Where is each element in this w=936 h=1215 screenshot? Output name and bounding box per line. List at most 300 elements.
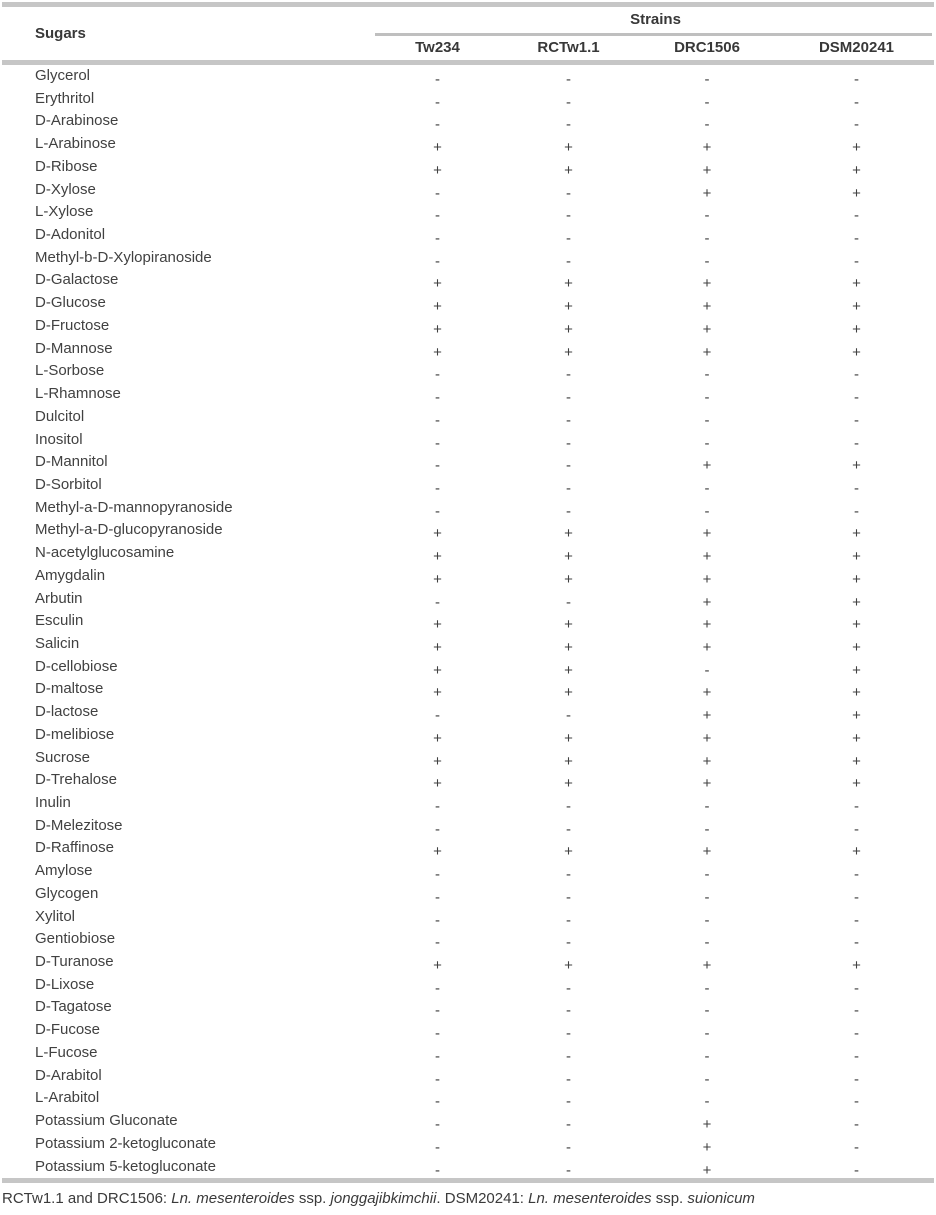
result-cell: + (433, 729, 442, 747)
result-cell: - (566, 934, 571, 952)
result-cell: - (704, 434, 710, 452)
result-cell: - (854, 1161, 859, 1179)
table-row (0, 247, 936, 270)
table-row (0, 1110, 936, 1133)
result-cell: - (566, 207, 571, 225)
sugar-name-cell: D-Arabitol (35, 1066, 102, 1084)
result-cell: + (564, 661, 573, 679)
result-cell: + (852, 275, 861, 293)
table-row (0, 1156, 936, 1179)
result-cell: - (566, 434, 571, 452)
sugar-name-cell: Erythritol (35, 89, 95, 107)
result-cell: - (566, 866, 571, 884)
table-row (0, 747, 936, 770)
result-cell: + (852, 752, 861, 770)
result-cell: - (566, 1070, 571, 1088)
result-cell: - (566, 707, 571, 725)
result-cell: - (566, 911, 571, 929)
result-cell: - (435, 366, 440, 384)
result-cell: - (854, 1025, 859, 1043)
result-cell: + (702, 729, 712, 747)
result-cell: + (702, 548, 712, 566)
result-cell: + (852, 684, 861, 702)
table-row (0, 338, 936, 361)
result-cell: - (704, 661, 710, 679)
result-cell: + (564, 775, 573, 793)
result-cell: - (854, 934, 859, 952)
result-cell: - (854, 1070, 859, 1088)
result-cell: - (854, 502, 859, 520)
result-cell: - (566, 252, 571, 270)
sugar-name-cell: Glycerol (35, 67, 91, 84)
result-cell: + (564, 320, 573, 338)
result-cell: + (852, 616, 861, 634)
sugar-name-cell: L-Xylose (35, 203, 94, 221)
table-row (0, 633, 936, 656)
result-cell: - (435, 1138, 440, 1156)
result-cell: - (435, 1025, 440, 1043)
result-cell: - (435, 71, 440, 88)
sugar-name-cell: D-Arabinose (35, 112, 119, 130)
result-cell: - (854, 979, 859, 997)
result-cell: - (435, 1047, 440, 1065)
table-row (0, 269, 936, 292)
sugar-name-cell: Methyl-b-D-Xylopiranoside (35, 248, 212, 266)
result-cell: + (564, 161, 573, 179)
result-cell: - (435, 1002, 440, 1020)
sugar-name-cell: D-Raffinose (35, 839, 114, 857)
result-cell: - (854, 820, 859, 838)
result-cell: - (435, 820, 440, 838)
sugar-name-cell: L-Rhamnose (35, 385, 121, 403)
result-cell: - (704, 1025, 710, 1043)
result-cell: + (433, 548, 442, 566)
result-cell: + (433, 638, 442, 656)
strain-column-headers (375, 36, 936, 60)
result-cell: - (566, 593, 571, 611)
result-cell: + (702, 1138, 712, 1156)
result-cell: - (435, 934, 440, 952)
table-row (0, 769, 936, 792)
footnote-species-name: Ln. mesenteroides (528, 1190, 652, 1208)
result-cell: + (852, 957, 861, 975)
result-cell: - (566, 184, 571, 202)
table-row (0, 837, 936, 860)
result-cell: - (704, 1070, 710, 1088)
sugar-name-cell: D-Galactose (35, 271, 119, 289)
result-cell: + (702, 343, 712, 361)
result-cell: + (852, 184, 861, 202)
result-cell: + (564, 548, 573, 566)
result-cell: - (566, 230, 571, 248)
result-cell: - (704, 71, 710, 88)
sugar-name-cell: D-Fucose (35, 1021, 101, 1039)
sugar-name-cell: D-Turanose (35, 953, 114, 971)
result-cell: - (435, 230, 440, 248)
result-cell: - (704, 366, 710, 384)
result-cell: + (702, 1116, 712, 1134)
result-cell: + (564, 638, 573, 656)
table-row (0, 519, 936, 542)
result-cell: + (702, 843, 712, 861)
table-row (0, 951, 936, 974)
result-cell: + (852, 161, 861, 179)
result-cell: + (702, 298, 712, 316)
sugar-name-cell: Gentiobiose (35, 930, 116, 948)
result-cell: - (566, 1093, 571, 1111)
sugar-name-cell: L-Sorbose (35, 362, 105, 380)
result-cell: + (702, 275, 712, 293)
result-cell: - (435, 411, 440, 429)
result-cell: - (854, 1047, 859, 1065)
footnote-species-name: Ln. mesenteroides (171, 1190, 295, 1208)
result-cell: - (435, 798, 440, 815)
sugar-name-cell: Potassium 2-ketogluconate (35, 1134, 216, 1152)
result-cell: + (852, 320, 861, 338)
table-row (0, 406, 936, 429)
table-row (0, 1133, 936, 1156)
strain-column-header-drc1506: DRC1506 (674, 39, 740, 56)
sugar-name-cell: D-melibiose (35, 725, 115, 743)
result-cell: - (854, 93, 859, 111)
result-cell: + (702, 184, 712, 202)
sugar-name-cell: D-maltose (35, 680, 104, 698)
result-cell: + (702, 775, 712, 793)
result-cell: + (702, 161, 712, 179)
result-cell: + (852, 729, 861, 747)
result-cell: - (435, 1070, 440, 1088)
result-cell: + (852, 548, 861, 566)
sugar-name-cell: D-Xylose (35, 180, 96, 198)
result-cell: - (566, 457, 571, 475)
table-row (0, 815, 936, 838)
result-cell: + (564, 570, 573, 588)
result-cell: - (854, 366, 859, 384)
table-row (0, 201, 936, 224)
result-cell: - (435, 911, 440, 929)
sugar-name-cell: D-Mannitol (35, 453, 108, 471)
sugar-name-cell: D-cellobiose (35, 657, 118, 675)
sugar-name-cell: D-Melezitose (35, 816, 123, 834)
result-cell: - (566, 888, 571, 906)
result-cell: - (435, 434, 440, 452)
sugar-name-cell: L-Fucose (35, 1043, 98, 1061)
result-cell: - (566, 366, 571, 384)
result-cell: - (566, 1002, 571, 1020)
result-cell: - (566, 820, 571, 838)
table-row (0, 1065, 936, 1088)
result-cell: - (854, 1002, 859, 1020)
sugar-name-cell: Salicin (35, 634, 80, 652)
result-cell: - (566, 93, 571, 111)
result-cell: + (852, 139, 861, 157)
sugar-name-cell: Potassium 5-ketogluconate (35, 1157, 216, 1175)
sugar-name-cell: Amylose (35, 862, 93, 880)
sugar-name-cell: L-Arabitol (35, 1089, 100, 1107)
result-cell: - (435, 389, 440, 407)
result-cell: - (435, 593, 440, 611)
result-cell: - (704, 252, 710, 270)
result-cell: + (564, 343, 573, 361)
result-cell: - (435, 93, 440, 111)
result-cell: + (433, 752, 442, 770)
result-cell: - (854, 207, 859, 225)
result-cell: + (564, 843, 573, 861)
table-row (0, 883, 936, 906)
result-cell: + (852, 298, 861, 316)
result-cell: - (704, 888, 710, 906)
result-cell: + (702, 684, 712, 702)
result-cell: - (704, 866, 710, 884)
result-cell: + (702, 457, 712, 475)
table-row (0, 224, 936, 247)
result-cell: - (854, 866, 859, 884)
footnote-text (0, 1190, 936, 1207)
result-cell: - (854, 230, 859, 248)
footnote-species-name: jonggajibkimchii (330, 1190, 437, 1208)
footnote-species-name: suionicum (687, 1190, 755, 1208)
sugar-name-cell: Esculin (35, 612, 84, 630)
table-row (0, 315, 936, 338)
footnote-segment: RCTw1.1 and DRC1506: (2, 1190, 172, 1208)
sugar-name-cell: Inositol (35, 430, 83, 448)
sugar-name-cell: Inulin (35, 794, 71, 811)
sugar-name-cell: Dulcitol (35, 407, 85, 425)
result-cell: - (435, 1116, 440, 1134)
sugar-name-cell: D-Fructose (35, 316, 110, 334)
result-cell: - (704, 1047, 710, 1065)
result-cell: - (704, 911, 710, 929)
result-cell: + (702, 320, 712, 338)
result-cell: - (704, 979, 710, 997)
result-cell: + (564, 752, 573, 770)
table-row (0, 88, 936, 111)
result-cell: - (435, 116, 440, 134)
result-cell: - (435, 252, 440, 270)
result-cell: + (433, 320, 442, 338)
result-cell: - (435, 1161, 440, 1179)
sugar-name-cell: Glycogen (35, 884, 99, 902)
table-row (0, 792, 936, 815)
table-row (0, 497, 936, 520)
table-header (0, 7, 936, 60)
result-cell: - (566, 1116, 571, 1134)
result-cell: - (435, 979, 440, 997)
result-cell: + (433, 298, 442, 316)
sugar-name-cell: Sucrose (35, 748, 91, 766)
sugar-name-cell: D-Adonitol (35, 226, 106, 244)
table-row (0, 701, 936, 724)
result-cell: + (433, 661, 442, 679)
sugar-name-cell: D-Sorbitol (35, 475, 102, 493)
result-cell: + (433, 275, 442, 293)
sugar-name-cell: D-Glucose (35, 294, 106, 312)
result-cell: - (854, 911, 859, 929)
table-row (0, 542, 936, 565)
result-cell: + (702, 957, 712, 975)
result-cell: - (566, 1025, 571, 1043)
sugar-name-cell: Methyl-a-D-glucopyranoside (35, 521, 223, 539)
result-cell: - (704, 502, 710, 520)
sugar-name-cell: D-lactose (35, 703, 99, 721)
table-body (0, 65, 936, 1178)
result-cell: + (433, 570, 442, 588)
result-cell: + (433, 161, 442, 179)
table-row (0, 860, 936, 883)
result-cell: - (566, 502, 571, 520)
result-cell: - (566, 1161, 571, 1179)
result-cell: - (566, 389, 571, 407)
result-cell: - (435, 1093, 440, 1111)
table-row (0, 156, 936, 179)
result-cell: - (854, 1093, 859, 1111)
strain-column-header-dsm20241: DSM20241 (818, 39, 895, 56)
table-row (0, 928, 936, 951)
result-cell: - (566, 979, 571, 997)
table-row (0, 133, 936, 156)
result-cell: + (702, 570, 712, 588)
result-cell: - (854, 888, 859, 906)
result-cell: - (854, 479, 859, 497)
result-cell: - (854, 434, 859, 452)
table-row (0, 110, 936, 133)
result-cell: + (852, 570, 861, 588)
result-cell: - (704, 479, 710, 497)
result-cell: + (433, 616, 442, 634)
result-cell: - (435, 707, 440, 725)
table-row (0, 451, 936, 474)
sugars-column-header: Sugars (35, 25, 86, 42)
result-cell: + (433, 775, 442, 793)
result-cell: - (566, 116, 571, 134)
result-cell: - (435, 479, 440, 497)
result-cell: - (566, 71, 571, 88)
result-cell: + (702, 139, 712, 157)
table-row (0, 565, 936, 588)
result-cell: - (704, 934, 710, 952)
result-cell: - (704, 389, 710, 407)
sugar-name-cell: D-Tagatose (35, 998, 112, 1016)
result-cell: - (435, 502, 440, 520)
result-cell: - (566, 411, 571, 429)
sugar-name-cell: N-acetylglucosamine (35, 544, 175, 562)
result-cell: + (433, 139, 442, 157)
table-row (0, 1087, 936, 1110)
table-row (0, 360, 936, 383)
result-cell: + (564, 139, 573, 157)
result-cell: + (702, 638, 712, 656)
table-row (0, 724, 936, 747)
strains-group-header: Strains (630, 11, 681, 28)
result-cell: - (854, 1138, 859, 1156)
sugar-name-cell: Arbutin (35, 589, 83, 607)
result-cell: + (852, 638, 861, 656)
result-cell: + (433, 525, 442, 543)
result-cell: - (704, 93, 710, 111)
result-cell: + (433, 343, 442, 361)
result-cell: - (854, 116, 859, 134)
result-cell: - (566, 1138, 571, 1156)
result-cell: - (704, 1002, 710, 1020)
result-cell: + (852, 775, 861, 793)
result-cell: + (852, 661, 861, 679)
result-cell: - (435, 207, 440, 225)
sugar-name-cell: Amygdalin (35, 566, 106, 584)
result-cell: + (702, 616, 712, 634)
result-cell: - (435, 888, 440, 906)
result-cell: - (854, 798, 859, 815)
sugar-name-cell: Xylitol (35, 907, 76, 925)
result-cell: - (566, 798, 571, 815)
table-row (0, 1042, 936, 1065)
result-cell: + (702, 593, 712, 611)
result-cell: + (852, 593, 861, 611)
result-cell: - (435, 184, 440, 202)
sugar-name-cell: D-Mannose (35, 339, 113, 357)
strains-header-group (375, 7, 936, 60)
table-row (0, 656, 936, 679)
result-cell: - (435, 457, 440, 475)
table-row (0, 974, 936, 997)
result-cell: + (433, 684, 442, 702)
result-cell: - (704, 230, 710, 248)
result-cell: - (854, 1116, 859, 1134)
footnote-segment: ssp. (294, 1190, 331, 1208)
strain-column-header-rctw1.1: RCTw1.1 (537, 39, 600, 56)
result-cell: - (704, 798, 710, 815)
table-row (0, 610, 936, 633)
result-cell: + (702, 1161, 712, 1179)
result-cell: + (852, 343, 861, 361)
result-cell: + (564, 298, 573, 316)
result-cell: + (564, 684, 573, 702)
result-cell: - (704, 116, 710, 134)
result-cell: - (704, 820, 710, 838)
result-cell: + (564, 616, 573, 634)
result-cell: - (854, 71, 859, 88)
result-cell: - (435, 866, 440, 884)
strain-column-header-tw234: Tw234 (415, 39, 460, 56)
result-cell: + (702, 707, 712, 725)
result-cell: + (852, 843, 861, 861)
sugar-name-cell: D-Trehalose (35, 771, 117, 789)
result-cell: - (704, 207, 710, 225)
sugar-name-cell: Methyl-a-D-mannopyranoside (35, 498, 233, 516)
footnote-segment: ssp. (651, 1190, 688, 1208)
result-cell: + (564, 525, 573, 543)
result-cell: - (704, 411, 710, 429)
table-row (0, 429, 936, 452)
result-cell: + (433, 957, 442, 975)
sugar-name-cell: L-Arabinose (35, 135, 116, 153)
table-row (0, 996, 936, 1019)
result-cell: - (854, 411, 859, 429)
result-cell: + (702, 525, 712, 543)
sugar-name-cell: D-Ribose (35, 157, 98, 175)
table-row (0, 474, 936, 497)
result-cell: + (564, 957, 573, 975)
result-cell: + (702, 752, 712, 770)
result-cell: + (852, 707, 861, 725)
table-row (0, 383, 936, 406)
table-row (0, 588, 936, 611)
table-row (0, 678, 936, 701)
result-cell: + (433, 843, 442, 861)
result-cell: - (854, 389, 859, 407)
result-cell: - (704, 1093, 710, 1111)
result-cell: + (564, 275, 573, 293)
result-cell: - (854, 252, 859, 270)
